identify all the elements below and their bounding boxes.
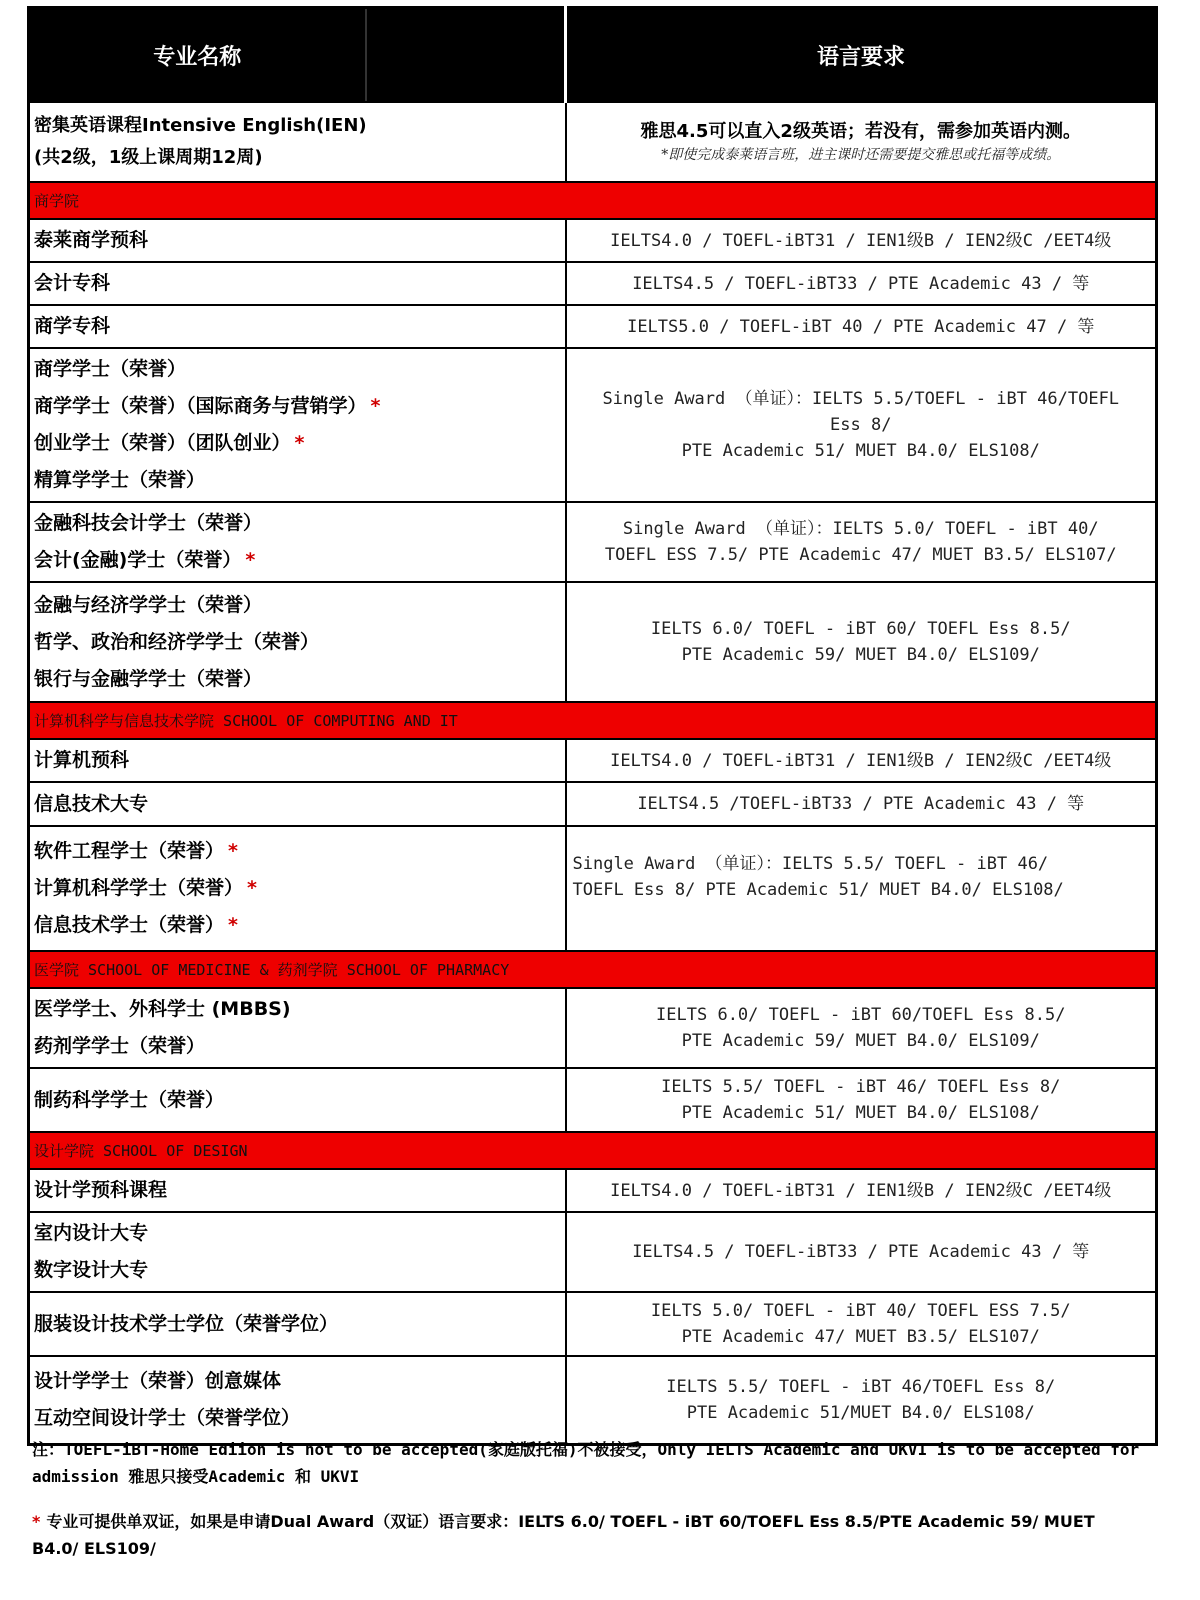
program-name: 金融科技会计学士（荣誉） — [34, 512, 263, 534]
program-name-cell — [29, 1292, 566, 1356]
requirement-line: Ess 8/ — [830, 415, 892, 435]
section-header-row — [29, 702, 1157, 739]
language-requirement-cell — [566, 502, 1157, 582]
program-name-line — [34, 265, 561, 302]
program-name-line — [34, 1215, 561, 1252]
program-row — [29, 582, 1157, 702]
requirement-line: Single Award （单证）：IELTS 5.0/ TOEFL - iBT 40/ — [622, 519, 1099, 539]
program-name-cell — [29, 348, 566, 502]
language-requirement-cell — [566, 1169, 1157, 1212]
section-title: 商学院 — [29, 182, 1157, 219]
program-name: 服装设计技术学士学位（荣誉学位） — [34, 1312, 339, 1335]
program-name-cell — [29, 782, 566, 826]
program-row — [29, 1356, 1157, 1444]
requirement-line: IELTS4.5 /TOEFL-iBT33 / PTE Academic 43 / 等 — [637, 794, 1085, 814]
dual-award-star: * — [370, 395, 381, 417]
program-name-line — [34, 388, 561, 425]
program-name-line — [34, 1400, 561, 1437]
program-name: 设计学学士（荣誉）创意媒体 — [34, 1369, 282, 1392]
ien-name-cell — [29, 102, 566, 182]
section-title: 计算机科学与信息技术学院 SCHOOL OF COMPUTING AND IT — [29, 702, 1157, 739]
program-name-line — [34, 505, 561, 542]
program-name-line — [34, 462, 561, 499]
requirement-line: Single Award （单证）：IELTS 5.5/TOEFL - iBT 46/TOEFL — [602, 389, 1120, 409]
program-name-line — [34, 661, 561, 698]
program-name-line — [34, 1252, 561, 1289]
program-name-cell — [29, 826, 566, 951]
program-name-cell — [29, 1169, 566, 1212]
program-name: 计算机预科 — [34, 749, 130, 771]
program-name-line — [34, 1028, 561, 1065]
program-name: 医学学士、外科学士 (MBBS) — [34, 998, 291, 1020]
dual-award-star: * — [245, 549, 256, 571]
requirement-line: IELTS 5.5/ TOEFL - iBT 46/ TOEFL Ess 8/ — [661, 1077, 1061, 1097]
program-name-line — [34, 907, 561, 944]
program-name: 制药科学学士（荣誉） — [34, 1088, 225, 1111]
language-requirement-cell — [566, 1068, 1157, 1132]
program-row — [29, 262, 1157, 305]
program-name: 互动空间设计学士（荣誉学位） — [34, 1406, 301, 1429]
requirement-line: PTE Academic 51/ MUET B4.0/ ELS108/ — [681, 1103, 1040, 1123]
requirement-line: Single Award （单证）：IELTS 5.5/ TOEFL - iBT 46/ — [572, 854, 1049, 874]
program-name: 金融与经济学学士（荣誉） — [34, 593, 263, 616]
program-name-line — [34, 786, 561, 823]
requirement-line: IELTS 6.0/ TOEFL - iBT 60/ TOEFL Ess 8.5/ — [650, 619, 1071, 639]
header-program-name: 专业名称 — [29, 8, 366, 103]
program-row — [29, 348, 1157, 502]
program-name-cell — [29, 502, 566, 582]
program-name-line — [34, 1172, 561, 1209]
program-name-line — [34, 425, 561, 462]
program-name: 软件工程学士（荣誉） — [34, 840, 225, 862]
ien-requirement-main: 雅思4.5可以直入2级英语；若没有，需参加英语内测。 — [640, 121, 1081, 142]
footnote-dual-award-text: 专业可提供单双证，如果是申请Dual Award（双证）语言要求：IELTS 6.0/ TOEFL - iBT 60/TOEFL Ess 8.5/PTE Academic 59/ MUET B4.0/ ELS109/ — [32, 1512, 1095, 1558]
program-name-line — [34, 1363, 561, 1400]
program-name: 设计学预科课程 — [34, 1179, 168, 1201]
table-header-row — [29, 8, 1157, 103]
program-row — [29, 1212, 1157, 1292]
program-row — [29, 1292, 1157, 1356]
ien-name-line: 密集英语课程Intensive English(IEN) — [34, 115, 367, 136]
requirement-line: PTE Academic 51/ MUET B4.0/ ELS108/ — [681, 441, 1040, 461]
language-requirement-cell — [566, 348, 1157, 502]
language-requirement-cell — [566, 1356, 1157, 1444]
requirement-line: IELTS5.0 / TOEFL-iBT 40 / PTE Academic 47 / 等 — [627, 316, 1095, 337]
section-title: 医学院 SCHOOL OF MEDICINE & 药剂学院 SCHOOL OF PHARMACY — [29, 951, 1157, 988]
program-row — [29, 782, 1157, 826]
language-requirement-cell — [566, 219, 1157, 262]
requirement-line: TOEFL ESS 7.5/ PTE Academic 47/ MUET B3.5/ ELS107/ — [604, 545, 1117, 565]
program-name: 泰莱商学预科 — [34, 229, 149, 251]
requirement-line: IELTS 6.0/ TOEFL - iBT 60/TOEFL Ess 8.5/ — [656, 1005, 1066, 1025]
dual-award-star: * — [247, 877, 257, 899]
program-row — [29, 1169, 1157, 1212]
program-name-line — [34, 587, 561, 624]
program-row — [29, 739, 1157, 782]
program-name-cell — [29, 219, 566, 262]
section-title: 设计学院 SCHOOL OF DESIGN — [29, 1132, 1157, 1169]
program-name-cell — [29, 262, 566, 305]
program-name: 信息技术大专 — [34, 792, 149, 815]
requirement-line: IELTS4.0 / TOEFL-iBT31 / IEN1级B / IEN2级C /EET4级 — [610, 1180, 1112, 1201]
footnote-dual-award — [32, 1508, 1142, 1562]
program-name: 商学学士（荣誉）（国际商务与营销学） — [34, 395, 367, 417]
requirement-line: IELTS 5.0/ TOEFL - iBT 40/ TOEFL ESS 7.5/ — [650, 1301, 1071, 1321]
program-name: 会计专科 — [34, 272, 111, 294]
language-requirement-cell — [566, 739, 1157, 782]
dual-award-star: * — [228, 840, 238, 862]
dual-award-star: * — [294, 432, 305, 454]
requirement-line: IELTS 5.5/ TOEFL - iBT 46/TOEFL Ess 8/ — [666, 1376, 1056, 1397]
language-requirement-cell — [566, 826, 1157, 951]
program-name-line — [34, 870, 561, 907]
program-name-cell — [29, 582, 566, 702]
requirement-line: TOEFL Ess 8/ PTE Academic 51/ MUET B4.0/ ELS108/ — [572, 880, 1064, 900]
footnote-home-edition: 注：TOEFL-iBT-Home Ediion is not to be accepted(家庭版托福)不被接受，Only IELTS Academic and UKVI is to be accepted for admission 雅思只接受Academic 和 UKVI — [32, 1440, 1140, 1486]
program-row — [29, 305, 1157, 348]
section-header-row — [29, 951, 1157, 988]
program-name: 室内设计大专 — [34, 1222, 149, 1244]
program-name: 银行与金融学学士（荣誉） — [34, 667, 263, 690]
program-name: 创业学士（荣誉）（团队创业） — [34, 432, 291, 454]
footnotes — [32, 1436, 1142, 1562]
language-requirement-cell — [566, 1212, 1157, 1292]
program-name-line — [34, 308, 561, 345]
requirement-line: IELTS4.0 / TOEFL-iBT31 / IEN1级B / IEN2级C /EET4级 — [610, 750, 1112, 771]
requirement-line: IELTS4.5 / TOEFL-iBT33 / PTE Academic 43 / 等 — [632, 1242, 1090, 1262]
language-requirement-cell — [566, 305, 1157, 348]
program-name: 会计(金融)学士（荣誉） — [34, 549, 242, 571]
program-name-line — [34, 742, 561, 779]
program-name: 哲学、政治和经济学学士（荣誉） — [34, 630, 320, 653]
program-name-cell — [29, 305, 566, 348]
program-name-cell — [29, 1212, 566, 1292]
program-row — [29, 988, 1157, 1068]
requirement-line: PTE Academic 47/ MUET B3.5/ ELS107/ — [681, 1327, 1040, 1347]
program-row — [29, 502, 1157, 582]
header-spacer — [366, 8, 566, 103]
program-name-line — [34, 624, 561, 661]
dual-award-star: * — [228, 914, 238, 936]
program-name: 商学学士（荣誉） — [34, 358, 187, 380]
table-body — [29, 102, 1157, 1444]
requirement-line: PTE Academic 59/ MUET B4.0/ ELS109/ — [681, 645, 1040, 665]
footnote-star: * — [32, 1512, 41, 1531]
language-requirement-cell — [566, 988, 1157, 1068]
ien-requirement-note: *即使完成泰莱语言班，进主课时还需要提交雅思或托福等成绩。 — [661, 147, 1061, 163]
ien-requirement-cell — [566, 102, 1157, 182]
program-name-line — [34, 1082, 561, 1119]
program-name-cell — [29, 1068, 566, 1132]
ien-row — [29, 102, 1157, 182]
program-name-line — [34, 351, 561, 388]
requirement-line: IELTS4.5 / TOEFL-iBT33 / PTE Academic 43 / 等 — [632, 273, 1090, 294]
requirements-sheet — [27, 6, 1155, 1446]
program-name-line — [34, 542, 561, 579]
language-requirement-cell — [566, 1292, 1157, 1356]
program-name-cell — [29, 1356, 566, 1444]
program-name-cell — [29, 988, 566, 1068]
program-name-line — [34, 222, 561, 259]
requirement-line: PTE Academic 59/ MUET B4.0/ ELS109/ — [681, 1031, 1040, 1051]
program-name: 药剂学学士（荣誉） — [34, 1035, 206, 1057]
ien-name-line: (共2级，1级上课周期12周) — [34, 147, 263, 168]
program-name: 计算机科学学士（荣誉） — [34, 877, 244, 899]
requirement-line: PTE Academic 51/MUET B4.0/ ELS108/ — [686, 1402, 1035, 1423]
program-name: 商学专科 — [34, 315, 111, 337]
header-language-requirement: 语言要求 — [566, 8, 1157, 103]
program-name-line — [34, 991, 561, 1028]
requirement-line: IELTS4.0 / TOEFL-iBT31 / IEN1级B / IEN2级C /EET4级 — [610, 230, 1112, 251]
program-name: 精算学学士（荣誉） — [34, 469, 206, 491]
section-header-row — [29, 1132, 1157, 1169]
program-row — [29, 1068, 1157, 1132]
program-name: 信息技术学士（荣誉） — [34, 914, 225, 936]
program-name-line — [34, 833, 561, 870]
program-name-cell — [29, 739, 566, 782]
language-requirement-cell — [566, 582, 1157, 702]
program-name-line — [34, 1306, 561, 1343]
program-row — [29, 219, 1157, 262]
program-name: 数字设计大专 — [34, 1259, 149, 1281]
language-requirement-cell — [566, 262, 1157, 305]
program-row — [29, 826, 1157, 951]
language-requirement-cell — [566, 782, 1157, 826]
requirements-table — [27, 6, 1158, 1446]
section-header-row — [29, 182, 1157, 219]
